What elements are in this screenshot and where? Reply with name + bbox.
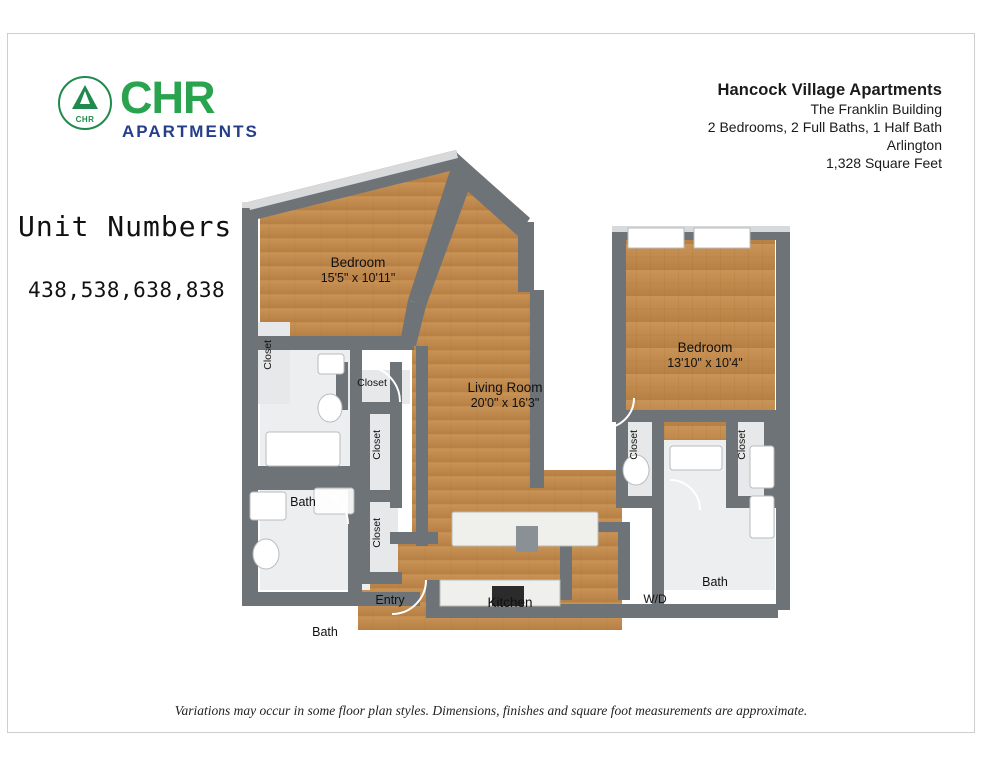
living-room-label: Living Room 20'0" x 16'3" <box>467 380 543 410</box>
chr-tree-icon <box>58 76 112 130</box>
bedroom-1-label: Bedroom 15'5" x 10'11" <box>320 255 396 285</box>
closet-6-label: Closet <box>736 430 748 460</box>
entry-label: Entry <box>375 593 405 607</box>
closet-5-label: Closet <box>628 430 640 460</box>
unit-numbers-title: Unit Numbers <box>18 210 233 243</box>
logo-mark-text: CHR <box>75 115 95 124</box>
closet-4-label: Closet <box>371 518 383 548</box>
floor-plan-drawing <box>230 140 800 675</box>
building-name: The Franklin Building <box>810 101 942 117</box>
tree-notch <box>80 91 90 104</box>
bath-3-label: Bath <box>312 625 338 639</box>
kitchen-counter <box>440 580 560 606</box>
city-name: Arlington <box>886 137 942 153</box>
bath-1-label: Bath <box>290 495 316 509</box>
bedroom-2-label: Bedroom 13'10" x 10'4" <box>667 340 743 370</box>
beds-baths: 2 Bedrooms, 2 Full Baths, 1 Half Bath <box>707 119 942 135</box>
logo-subbrand-text: APARTMENTS <box>122 122 259 141</box>
unit-numbers-list: 438,538,638,838 <box>28 278 226 302</box>
floor-plan-svg <box>230 140 800 675</box>
disclaimer-text: Variations may occur in some floor plan styles. Dimensions, finishes and square foot measurements are approximate. <box>174 703 808 718</box>
bath-2-label: Bath <box>702 575 728 589</box>
logo-brand-text: CHR <box>120 72 215 123</box>
closet-2-label: Closet <box>357 377 387 389</box>
property-name: Hancock Village Apartments <box>717 81 942 99</box>
closet-1-label: Closet <box>262 340 274 370</box>
kitchen-label: Kitchen <box>487 595 533 610</box>
chr-logo <box>58 74 288 148</box>
closet-3-label: Closet <box>371 430 383 460</box>
washer-dryer-label: W/D <box>643 592 667 606</box>
kitchen-island <box>452 512 598 552</box>
square-feet: 1,328 Square Feet <box>826 155 942 171</box>
